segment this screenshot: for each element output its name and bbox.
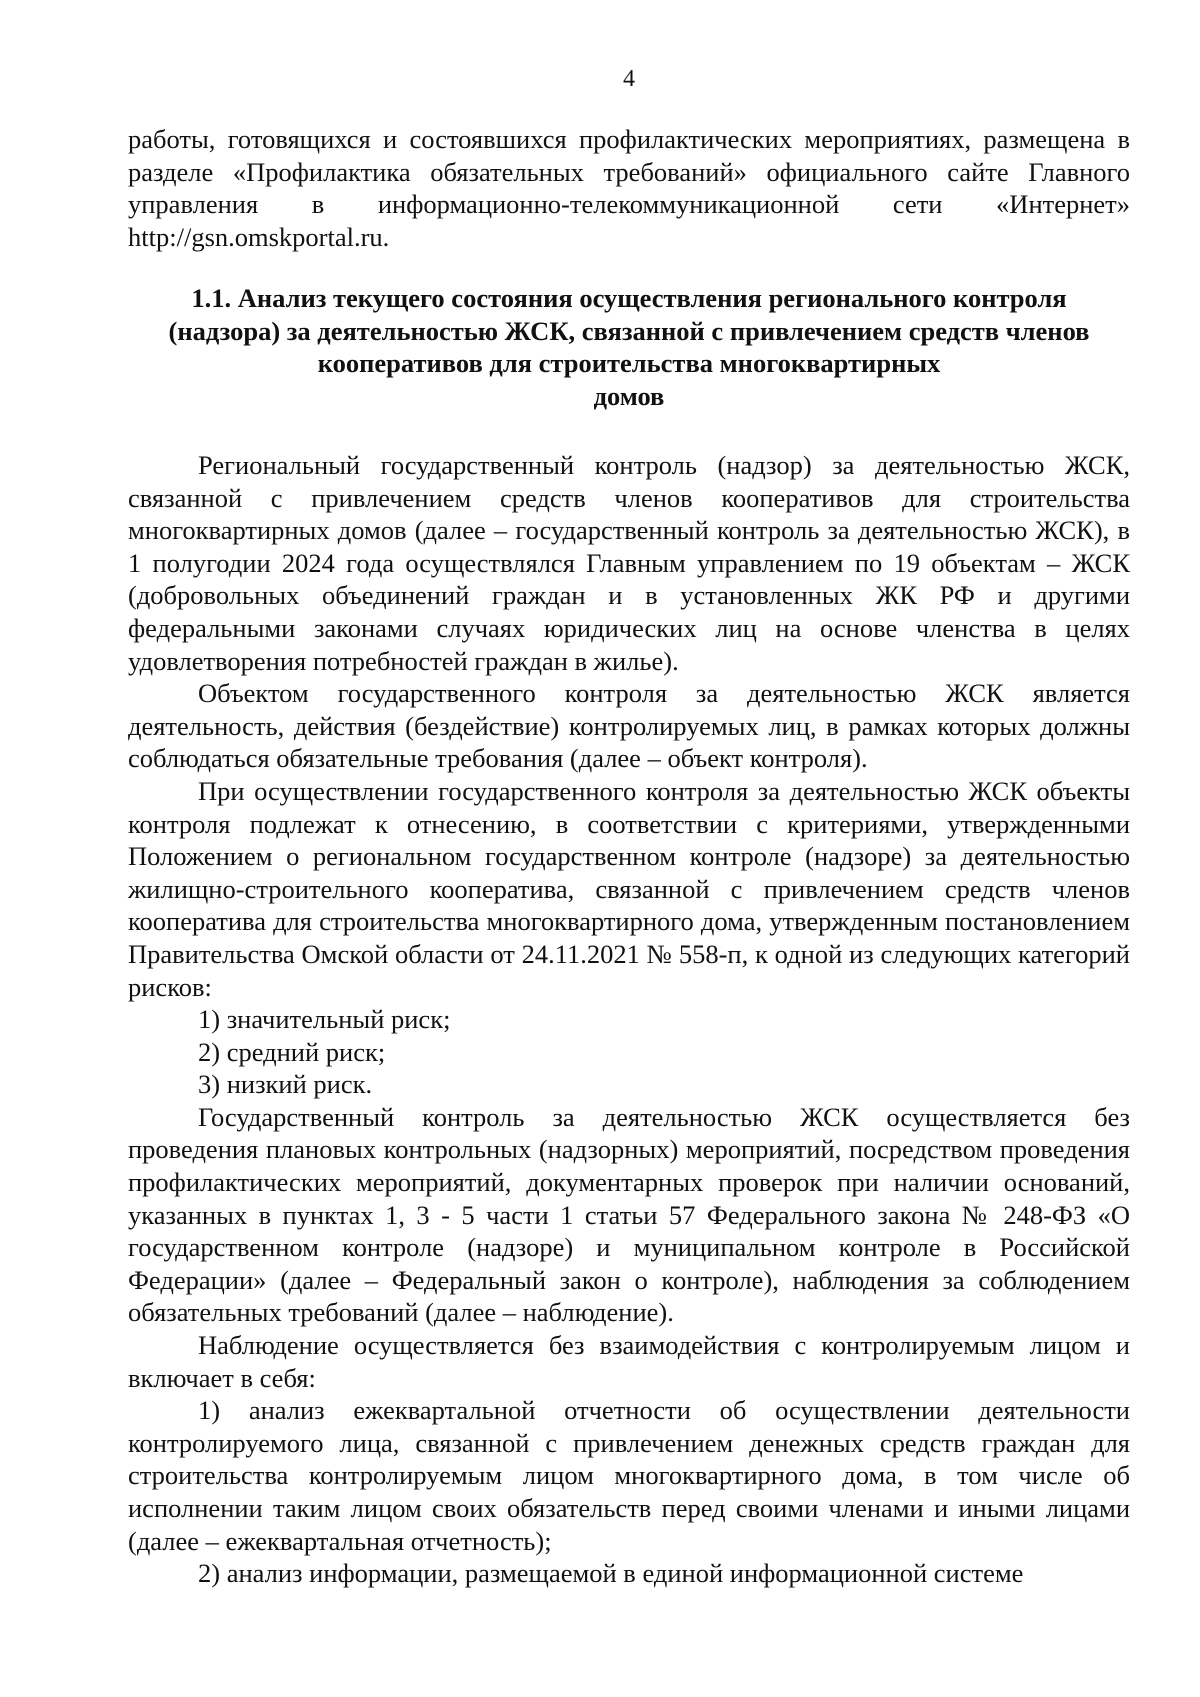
paragraph-risk-categories: При осуществлении государственного контроля за деятельностью ЖСК объекты контроля подлежат к отнесению, в соответствии с критериями, утвержденными Положением о региональном государственном контроле (надзоре) за деятельностью жилищно-строительного кооператива, связанной с привлечением средств членов кооператива для строительства многоквартирного дома, утвержденным постановлением Правительства Омской области от 24.11.2021 № 558-п, к одной из следующих категорий рисков: bbox=[128, 775, 1130, 1002]
paragraph-regional-control: Региональный государственный контроль (надзор) за деятельностью ЖСК, связанной с привлечением средств членов кооперативов для строительства многоквартирных домов (далее – государственный контроль за деятельностью ЖСК), в 1 полугодии 2024 года осуществлялся Главным управлением по 19 объектам – ЖСК (добровольных объединений граждан и в установленных ЖК РФ и другими федеральными законами случаях юридических лиц на основе членства в целях удовлетворения потребностей граждан в жилье). bbox=[128, 450, 1130, 676]
list-item-significant-risk: 1) значительный риск; bbox=[198, 1004, 451, 1035]
heading-line-3: кооперативов для строительства многоквартирных bbox=[317, 348, 941, 378]
heading-line-2: (надзора) за деятельностью ЖСК, связанной с привлечением средств членов bbox=[168, 315, 1090, 346]
heading-line-4: домов bbox=[593, 380, 665, 411]
list-item-information-system-analysis: 2) анализ информации, размещаемой в единой информационной системе bbox=[198, 1558, 1024, 1589]
section-body bbox=[128, 449, 1130, 1590]
list-item-low-risk: 3) низкий риск. bbox=[198, 1069, 373, 1100]
paragraph-control-object: Объектом государственного контроля за деятельностью ЖСК является деятельность, действия (бездействие) контролируемых лиц, в рамках которых должны соблюдаться обязательные требования (далее – объект контроля). bbox=[128, 678, 1130, 774]
paragraph-observation-intro: Наблюдение осуществляется без взаимодействия с контролируемым лицом и включает в себя: bbox=[128, 1330, 1130, 1393]
section-heading bbox=[128, 282, 1130, 412]
paragraph-control-methods: Государственный контроль за деятельностью ЖСК осуществляется без проведения плановых контрольных (надзорных) мероприятий, посредством проведения профилактических мероприятий, документарных проверок при наличии оснований, указанных в пунктах 1, 3 - 5 части 1 статьи 57 Федерального закона № 248-ФЗ «О государственном контроле (надзоре) и муниципальном контроле в Российской Федерации» (далее – Федеральный закон о контроле), наблюдения за соблюдением обязательных требований (далее – наблюдение). bbox=[128, 1101, 1130, 1328]
list-item-medium-risk: 2) средний риск; bbox=[198, 1036, 386, 1067]
heading-line-1: 1.1. Анализ текущего состояния осуществления регионального контроля bbox=[191, 283, 1067, 313]
list-item-quarterly-report-analysis: 1) анализ ежеквартальной отчетности об осуществлении деятельности контролируемого лица, связанной с привлечением денежных средств граждан для строительства контролируемым лицом многоквартирного дома, в том числе об исполнении таким лицом своих обязательств перед своими членами и иными лицами (далее – ежеквартальная отчетность); bbox=[128, 1395, 1130, 1556]
page-number: 4 bbox=[623, 66, 635, 92]
lead-paragraph: работы, готовящихся и состоявшихся профилактических мероприятиях, размещена в разделе «Профилактика обязательных требований» официального сайте Главного управления в информационно-телекоммуникационной сети «Интернет» http://gsn.omskportal.ru. bbox=[128, 124, 1130, 252]
